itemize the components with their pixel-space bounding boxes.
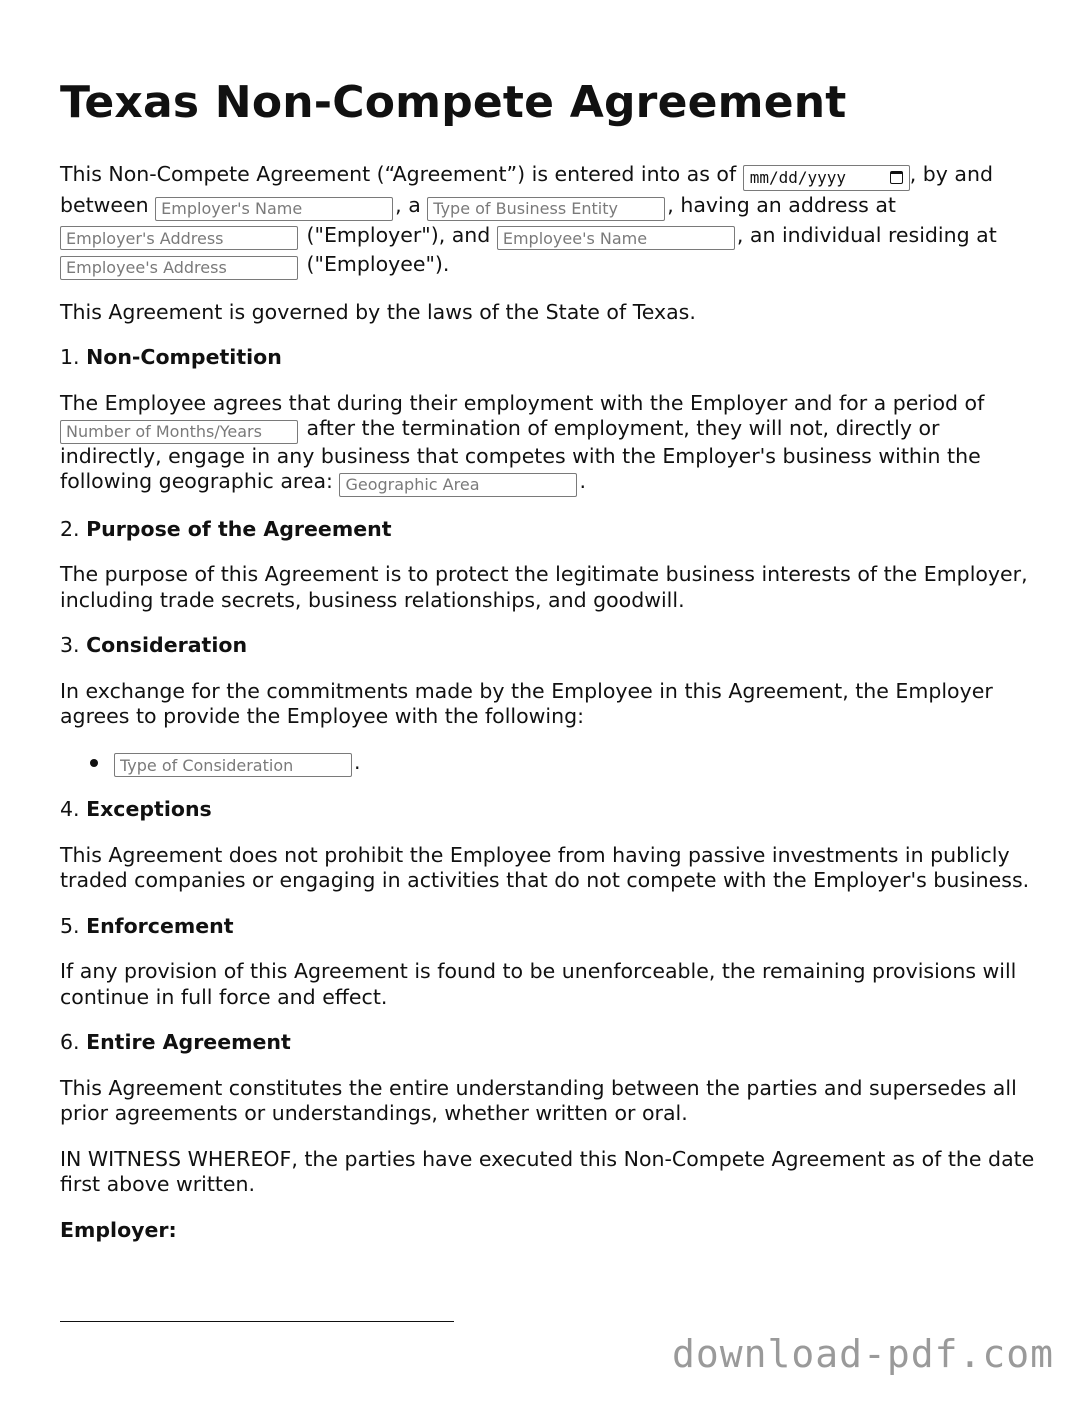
- intro-text: , an individual residing at: [736, 222, 997, 247]
- intro-text: ("Employer"), and: [300, 222, 497, 247]
- employer-signature-line: [60, 1321, 454, 1322]
- section-number: 1.: [60, 345, 87, 369]
- section-heading-2: [60, 517, 1040, 543]
- employer-label: Employer:: [60, 1217, 177, 1242]
- section-number: 5.: [60, 913, 87, 938]
- section-body-2: The purpose of this Agreement is to protect the legitimate business interests of the Employer, including trade secrets, business relationships, and goodwill.: [60, 562, 1028, 612]
- section-heading-5: [60, 914, 1040, 940]
- section-number: 4.: [60, 797, 87, 821]
- employee-name-input[interactable]: [497, 226, 735, 250]
- section-title: Enforcement: [86, 913, 234, 938]
- witness-clause: IN WITNESS WHEREOF, the parties have executed this Non-Compete Agreement as of the date first above written.: [60, 1146, 1035, 1196]
- list-item-end: .: [354, 749, 361, 774]
- section-body-6: This Agreement constitutes the entire understanding between the parties and supersedes all prior agreements or understandings, whether written or oral.: [60, 1075, 1017, 1125]
- section-body-5: If any provision of this Agreement is found to be unenforceable, the remaining provisions will continue in full force and effect.: [60, 959, 1017, 1009]
- section-title: Purpose of the Agreement: [86, 516, 392, 541]
- document-page: [60, 76, 1040, 1263]
- consideration-input[interactable]: [114, 753, 352, 777]
- restriction-period-input[interactable]: [60, 420, 298, 444]
- section-title: Entire Agreement: [86, 1030, 291, 1054]
- section-title: Exceptions: [86, 797, 212, 821]
- section-body-4: This Agreement does not prohibit the Employee from having passive investments in publicly traded companies or engaging in activities that do not compete with the Employer's business.: [60, 842, 1030, 892]
- agreement-date-input[interactable]: [743, 165, 910, 191]
- consideration-list: [60, 750, 1040, 778]
- page-title: Texas Non-Compete Agreement: [60, 77, 847, 128]
- section-heading-3: [60, 633, 1040, 659]
- intro-text: , by and between: [60, 162, 993, 217]
- section-text: The Employee agrees that during their employment with the Employer and for a period of: [60, 390, 985, 415]
- business-entity-input[interactable]: [427, 197, 665, 221]
- section-body-1: [60, 391, 1040, 497]
- calendar-icon[interactable]: [890, 171, 903, 184]
- section-number: 2.: [60, 516, 87, 541]
- intro-paragraph: [60, 160, 1040, 280]
- bullet-icon: [90, 759, 98, 767]
- section-text: after the termination of employment, they will not, directly or indirectly, engage in any business that competes with the Employer's business within the following geographic area:: [60, 416, 981, 493]
- employer-signature-label: [60, 1218, 1040, 1244]
- section-number: 6.: [60, 1030, 87, 1054]
- section-text: .: [579, 469, 587, 493]
- date-placeholder: mm/dd/yyyy: [749, 168, 847, 187]
- section-heading-6: [60, 1030, 1040, 1056]
- intro-text: , having an address at: [667, 193, 896, 217]
- intro-text: This Non-Compete Agreement (“Agreement”) is entered into as of: [60, 162, 743, 186]
- employer-name-input[interactable]: [155, 197, 393, 221]
- governing-law: This Agreement is governed by the laws of the State of Texas.: [60, 299, 696, 324]
- section-number: 3.: [60, 633, 87, 657]
- list-item: [114, 750, 1040, 778]
- employer-address-input[interactable]: [60, 226, 298, 250]
- section-body-3: In exchange for the commitments made by the Employee in this Agreement, the Employer agrees to provide the Employee with the following:: [60, 678, 993, 728]
- intro-text: ("Employee").: [300, 252, 450, 276]
- watermark: download-pdf.com: [671, 1332, 1054, 1376]
- intro-text: , a: [395, 193, 428, 217]
- employee-address-input[interactable]: [60, 256, 298, 280]
- section-heading-1: [60, 345, 1040, 371]
- section-title: Consideration: [86, 633, 248, 657]
- section-title: Non-Competition: [86, 345, 282, 369]
- section-heading-4: [60, 797, 1040, 823]
- geographic-area-input[interactable]: [339, 473, 577, 497]
